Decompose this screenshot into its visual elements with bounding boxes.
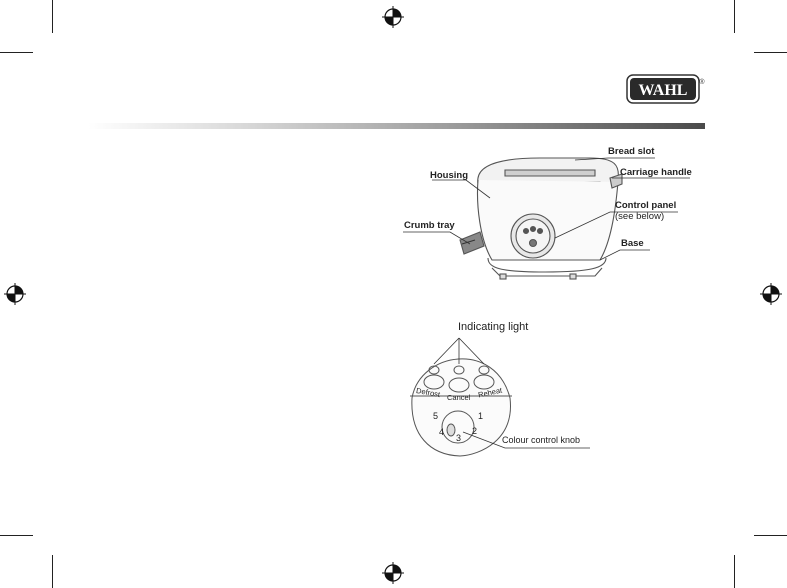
logo-text: WAHL bbox=[638, 82, 688, 99]
registration-mark-bottom-icon bbox=[382, 562, 404, 584]
label-reheat: Reheat bbox=[477, 385, 503, 400]
registration-mark-right-icon bbox=[760, 283, 782, 305]
header-rule bbox=[88, 123, 705, 129]
crop-mark-bottom-left-h bbox=[0, 535, 33, 536]
registration-mark-left-icon bbox=[4, 283, 26, 305]
label-indicating-light: Indicating light bbox=[458, 321, 529, 333]
crop-mark-top-right-h bbox=[754, 52, 787, 53]
label-carriage-handle: Carriage handle bbox=[620, 167, 692, 178]
label-housing: Housing bbox=[430, 170, 468, 181]
crop-mark-bottom-right-v bbox=[734, 555, 735, 588]
label-cancel: Cancel bbox=[447, 393, 471, 402]
label-control-panel-note: (see below) bbox=[615, 211, 665, 222]
registered-mark: ® bbox=[699, 79, 705, 86]
label-bread-slot: Bread slot bbox=[608, 146, 655, 157]
crop-mark-bottom-left-v bbox=[52, 555, 53, 588]
registration-mark-top-icon bbox=[382, 6, 404, 28]
crop-mark-top-right-v bbox=[734, 0, 735, 33]
dial-number-4: 4 bbox=[439, 427, 445, 437]
label-crumb-tray: Crumb tray bbox=[404, 220, 455, 231]
crop-mark-top-left-v bbox=[52, 0, 53, 33]
wahl-logo bbox=[626, 74, 706, 104]
dial-number-5: 5 bbox=[433, 411, 439, 421]
label-control-panel: Control panel bbox=[615, 200, 677, 211]
crop-mark-top-left-h bbox=[0, 52, 33, 53]
wahl-logo-badge-icon bbox=[626, 74, 706, 104]
crop-mark-bottom-right-h bbox=[754, 535, 787, 536]
label-colour-control-knob: Colour control knob bbox=[502, 435, 581, 445]
dial-number-1: 1 bbox=[478, 411, 484, 421]
dial-number-3: 3 bbox=[456, 433, 462, 443]
label-base: Base bbox=[621, 238, 644, 249]
label-defrost: Defrost bbox=[415, 385, 441, 400]
dial-number-2: 2 bbox=[472, 426, 478, 436]
